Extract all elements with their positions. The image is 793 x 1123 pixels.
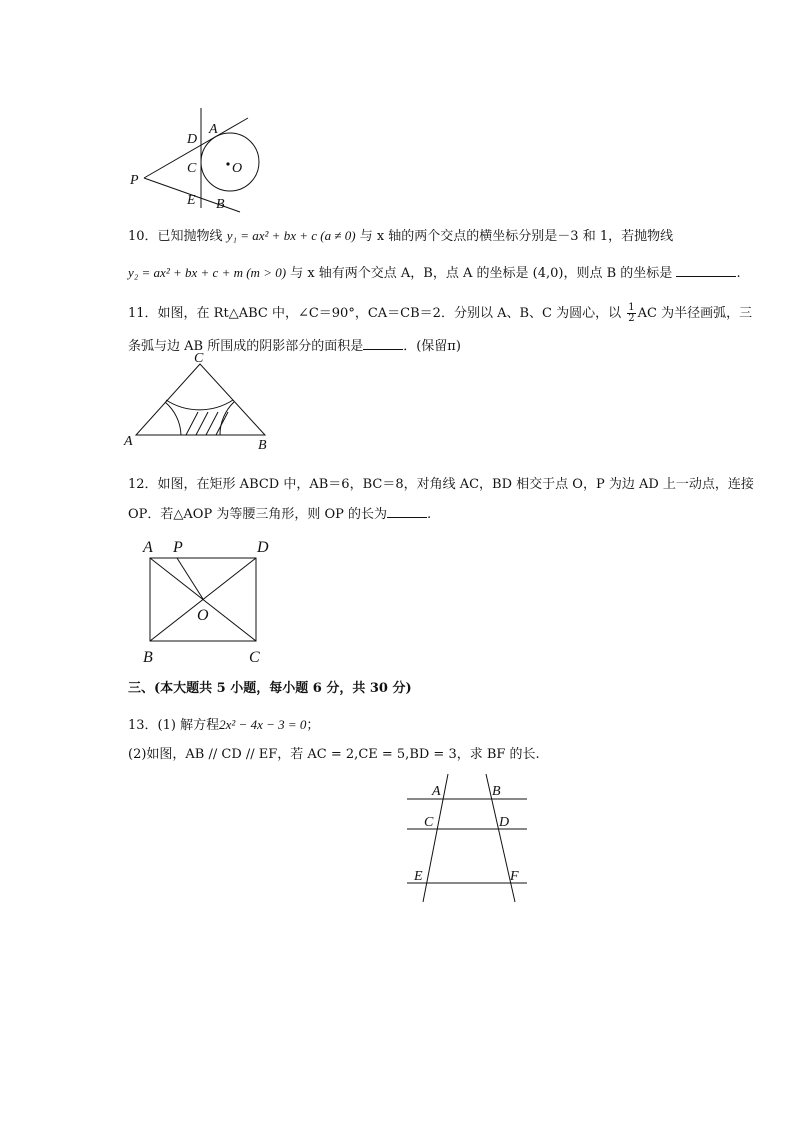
label-a: A (124, 434, 133, 449)
figure-parallel-lines (400, 770, 535, 905)
q11-text4: ．(保留π) (403, 339, 461, 354)
q13-part2-text: 如图，AB // CD // EF，若 AC = 2,CE = 5,BD = 3，求 BF 的长. (146, 747, 540, 762)
q10-text3: 与 x 轴有两个交点 A，B，点 A 的坐标是 (290, 266, 529, 281)
triangle-abc (136, 364, 265, 435)
label-a: A (209, 122, 218, 137)
label-o: O (197, 607, 209, 624)
q11-fraction (627, 303, 635, 324)
q10-eq2: y₂ = ax² + bx + c + m (m > 0) (128, 265, 287, 280)
q11-line1 (128, 303, 752, 324)
q12-text2: OP．若△AOP 为等腰三角形，则 OP 的长为 (128, 507, 387, 522)
q13-part2-label: (2) (128, 747, 147, 762)
q10-text4: ，则点 B 的坐标是 (563, 266, 673, 281)
arc-a (165, 402, 181, 435)
q11-number: 11． (128, 306, 158, 321)
arc-c (166, 400, 233, 410)
segment-op (177, 558, 203, 599)
q12-end: . (427, 507, 432, 522)
q12-line2 (128, 505, 431, 524)
label-d: D (499, 815, 510, 830)
label-d: D (187, 132, 198, 147)
label-b: B (258, 438, 267, 453)
q13-number: 13． (128, 718, 158, 733)
q13-part2 (128, 746, 540, 764)
label-d: D (257, 539, 269, 556)
label-a: A (143, 539, 153, 556)
label-o: O (232, 161, 243, 176)
q10-number: 10． (128, 229, 158, 244)
arc-b (220, 402, 234, 435)
q10-line1 (128, 227, 673, 246)
circle-o (201, 133, 259, 191)
q12-line1 (128, 476, 754, 494)
label-c: C (194, 352, 204, 366)
q10-text1: 已知抛物线 (157, 229, 223, 244)
q10-answer-blank (676, 264, 736, 277)
label-b: B (216, 197, 225, 212)
label-p: P (173, 539, 183, 556)
label-a: A (432, 784, 441, 799)
label-c: C (187, 161, 197, 176)
label-p: P (130, 173, 139, 188)
q13-part1 (128, 716, 319, 735)
q11-frac-den: 2 (628, 313, 635, 324)
q11-answer-blank (363, 337, 403, 350)
q11-text1: 如图，在 Rt△ABC 中，∠C＝90°，CA＝CB＝2．分别以 A、B、C 为圆心，以 (157, 306, 622, 321)
section-3-heading: 三、(本大题共 5 小题，每小题 6 分，共 30 分) (128, 681, 412, 696)
shading-hatch (186, 412, 228, 435)
label-c: C (249, 649, 260, 666)
label-b: B (492, 784, 501, 799)
label-f: F (510, 869, 519, 884)
q11-text3: 条弧与边 AB 所围成的阴影部分的面积是 (128, 339, 364, 354)
q12-number: 12． (128, 477, 158, 492)
q12-text1: 如图，在矩形 ABCD 中，AB＝6，BC＝8，对角线 AC，BD 相交于点 O，P 为边 AD 上一动点，连接 (157, 477, 754, 492)
q11-frac-num: 1 (628, 302, 635, 313)
q10-end: . (736, 266, 741, 281)
q10-line2 (128, 264, 741, 283)
q13-part1-end: ； (306, 718, 320, 733)
q10-text2: 与 x 轴的两个交点的横坐标分别是－3 和 1，若抛物线 (359, 229, 674, 244)
q11-text2: AC 为半径画弧，三 (637, 306, 753, 321)
q12-answer-blank (387, 505, 427, 518)
figure-tangent-circle (120, 100, 280, 215)
q13-part1-text: 解方程 (180, 718, 220, 733)
figure-triangle-arcs (120, 352, 280, 456)
center-point (226, 162, 229, 165)
label-e: E (187, 193, 196, 208)
q10-point: (4,0) (532, 266, 564, 281)
q13-part1-eq: 2x² − 4x − 3 = 0 (219, 717, 307, 732)
label-e: E (414, 869, 423, 884)
figure-rectangle-diagonals (135, 532, 285, 672)
q13-part1-label: (1) (157, 718, 176, 733)
q10-eq1: y₁ = ax² + bx + c (a ≠ 0) (226, 228, 356, 243)
label-c: C (424, 815, 434, 830)
label-b: B (143, 649, 153, 666)
